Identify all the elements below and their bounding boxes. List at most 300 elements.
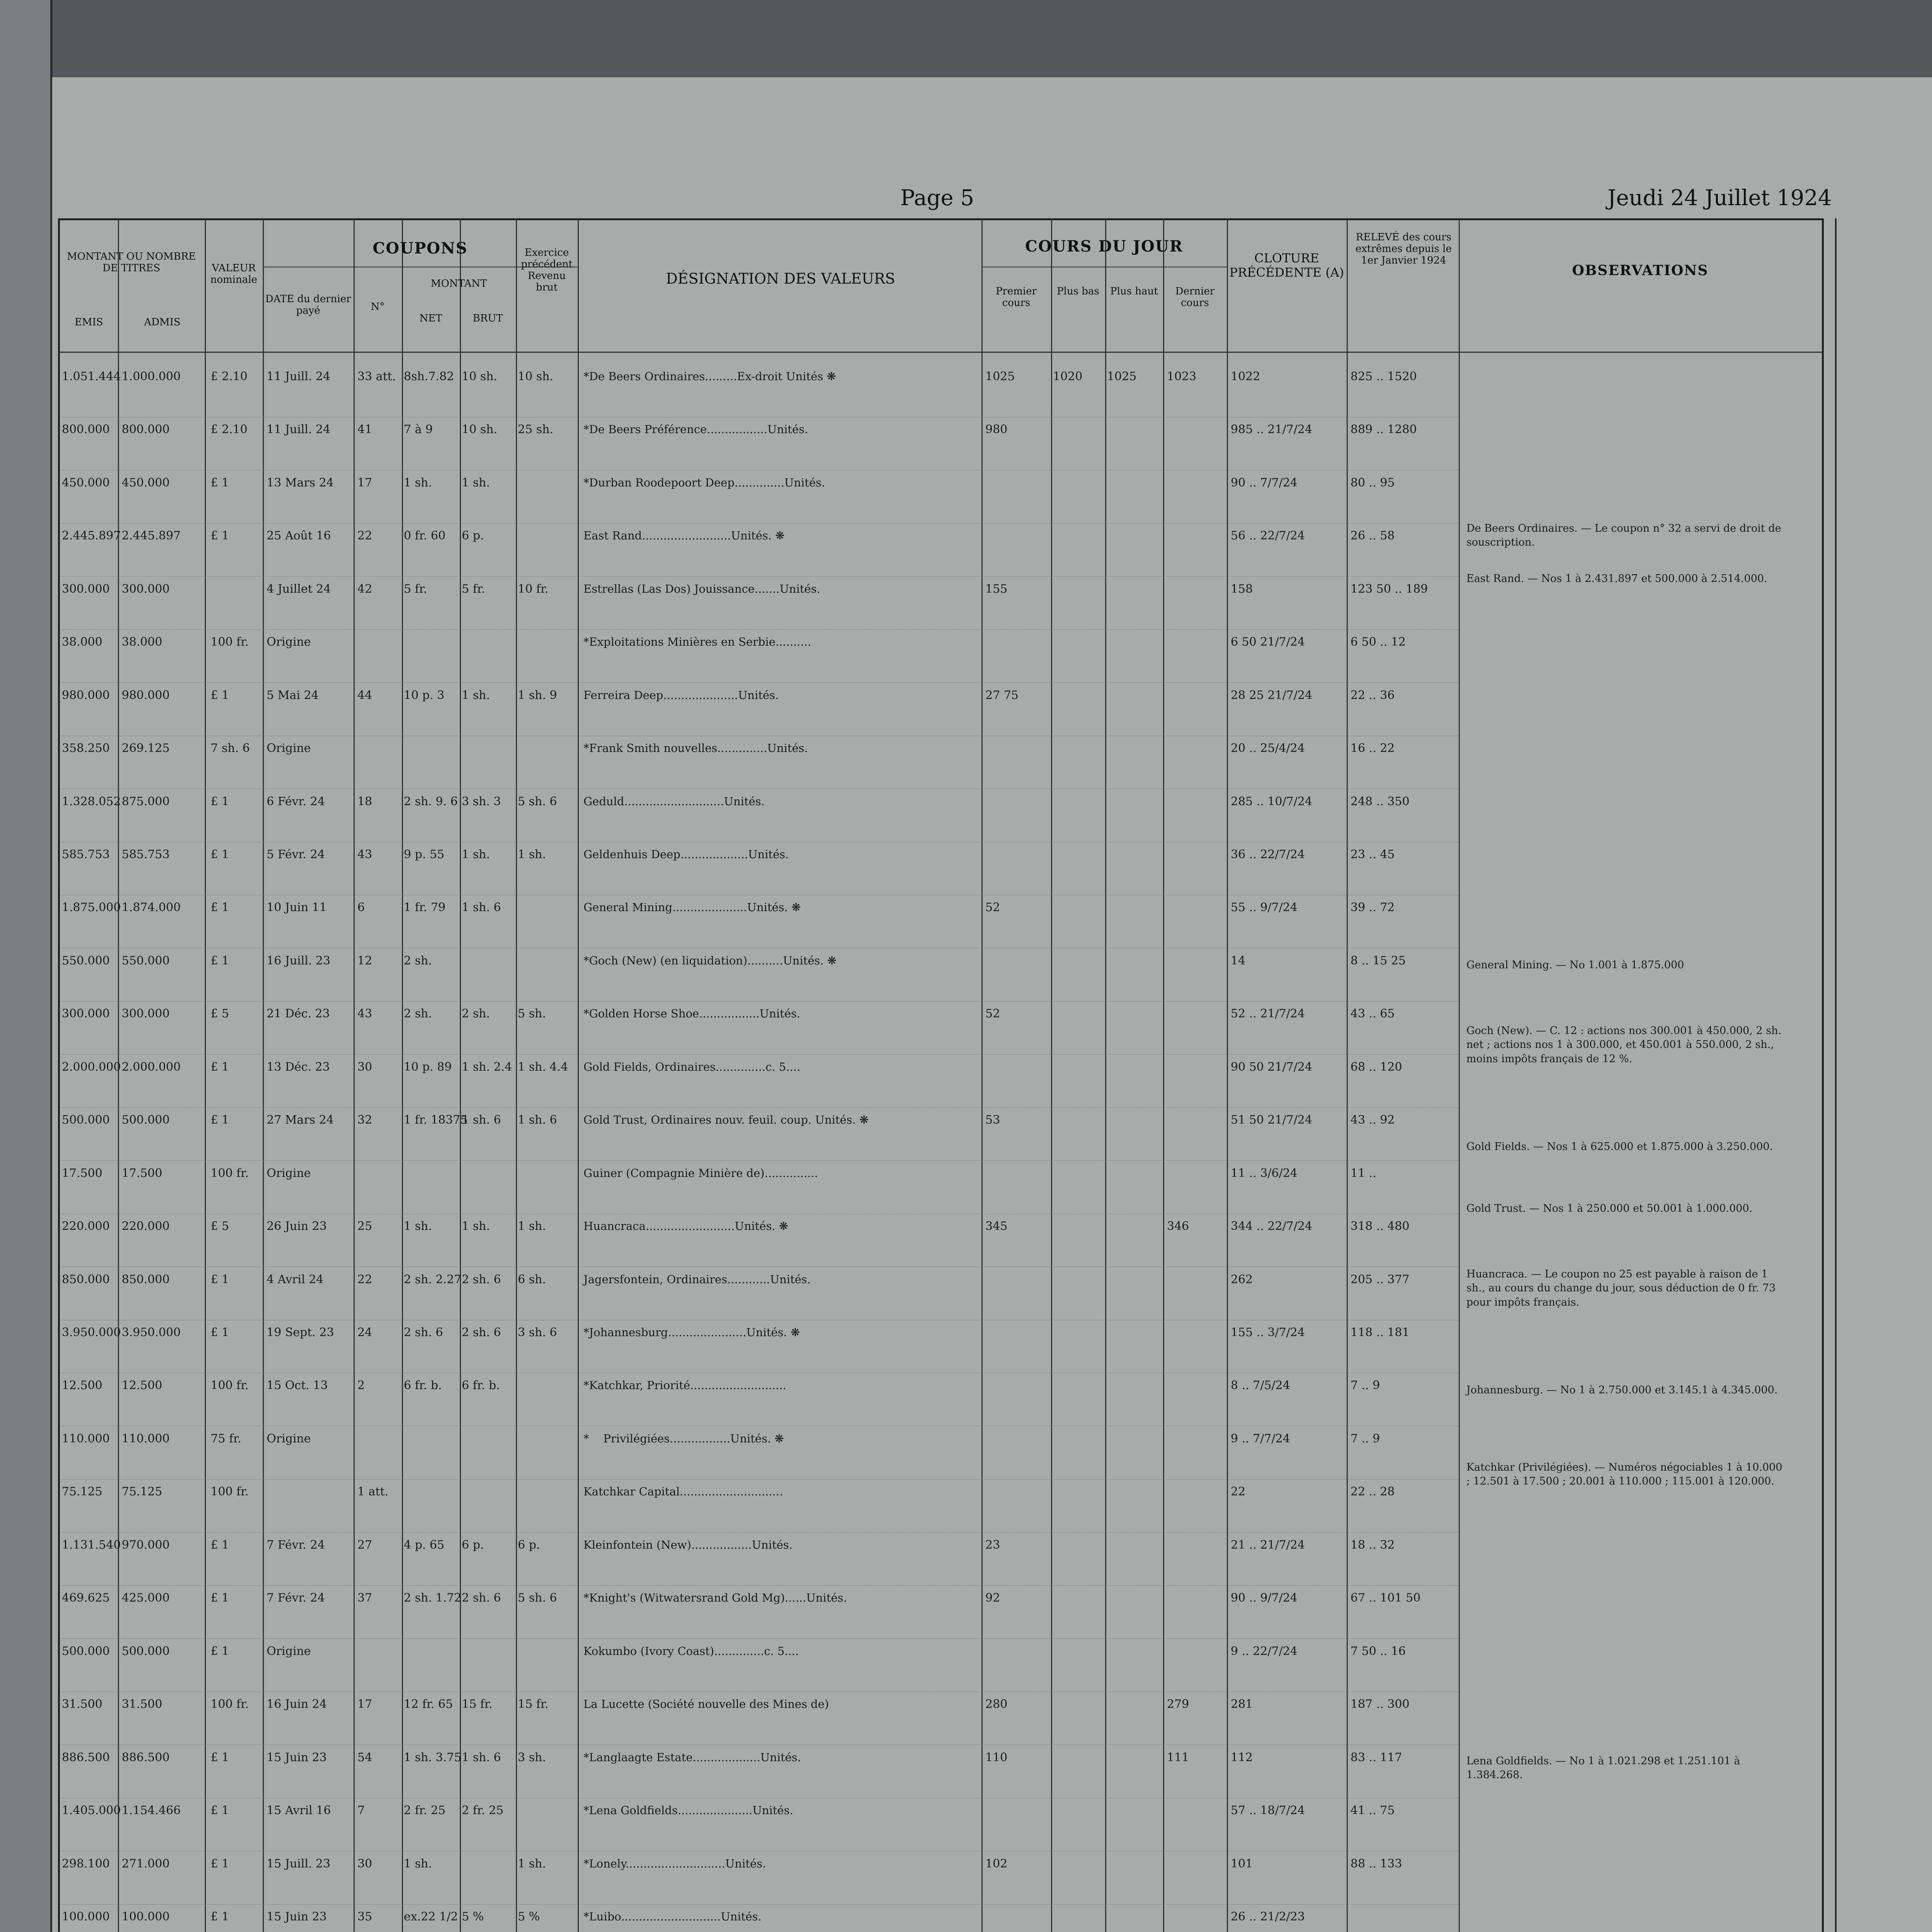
header-numero: N° <box>371 301 385 313</box>
valeur-cell: 100 fr. <box>211 1379 249 1392</box>
premier-cours-cell: 92 <box>985 1591 1000 1605</box>
header-date-dernier: DATE du dernier payé <box>265 293 351 316</box>
releve-cell: 889 .. 1280 <box>1350 423 1417 436</box>
emis-cell: 2.000.000 <box>62 1060 121 1074</box>
cloture-cell: 22 <box>1231 1485 1246 1498</box>
cloture-cell: 20 .. 25/4/24 <box>1231 742 1305 755</box>
emis-cell: 75.125 <box>62 1485 102 1498</box>
admis-cell: 1.154.466 <box>122 1804 181 1817</box>
net-cell: 12 fr. 65 <box>404 1697 453 1711</box>
valeur-cell: 100 fr. <box>211 1167 249 1180</box>
valeur-cell: £ 1 <box>211 1804 229 1817</box>
header-exercice: Exercice précédent Revenu brut <box>521 247 573 293</box>
date-cell: Origine <box>267 742 311 755</box>
net-cell: 1 sh. <box>404 1857 432 1871</box>
cloture-cell: 90 .. 7/7/24 <box>1231 476 1298 490</box>
header-valeur: VALEUR nominale <box>210 262 257 286</box>
brut-cell: 1 sh. 6 <box>462 901 501 914</box>
brut-cell: 3 sh. 3 <box>462 795 501 808</box>
emis-cell: 1.875.000 <box>62 901 121 914</box>
dernier-cours-cell: 346 <box>1167 1219 1189 1233</box>
numero-cell: 30 <box>357 1857 372 1871</box>
releve-cell: 7 .. 9 <box>1350 1432 1380 1446</box>
admis-cell: 300.000 <box>122 1007 170 1020</box>
exercice-cell: 5 sh. <box>518 1007 546 1020</box>
valeur-cell: £ 1 <box>211 795 229 808</box>
designation-cell: *Luibo............................Unités. <box>583 1910 762 1923</box>
valeur-cell: £ 1 <box>211 1273 229 1286</box>
cloture-cell: 36 .. 22/7/24 <box>1231 848 1305 861</box>
emis-cell: 17.500 <box>62 1167 102 1180</box>
emis-cell: 298.100 <box>62 1857 110 1871</box>
date-cell: 15 Juin 23 <box>267 1751 327 1764</box>
designation-cell: East Rand.........................Unités. ❋ <box>583 529 785 542</box>
exercice-cell: 3 sh. <box>518 1751 546 1764</box>
date-cell: Origine <box>267 635 311 649</box>
date-cell: 4 Avril 24 <box>267 1273 324 1286</box>
date-cell: Origine <box>267 1645 311 1658</box>
net-cell: 4 p. 65 <box>404 1538 445 1552</box>
admis-cell: 100.000 <box>122 1910 170 1923</box>
dernier-cours-cell: 111 <box>1167 1751 1189 1764</box>
valeur-cell: £ 1 <box>211 1538 229 1552</box>
admis-cell: 970.000 <box>122 1538 170 1552</box>
cloture-cell: 155 .. 3/7/24 <box>1231 1326 1305 1339</box>
premier-cours-cell: 155 <box>985 582 1008 596</box>
brut-cell: 2 sh. <box>462 1007 490 1020</box>
numero-cell: 43 <box>357 1007 372 1020</box>
admis-cell: 450.000 <box>122 476 170 490</box>
exercice-cell: 3 sh. 6 <box>518 1326 557 1339</box>
date-cell: 19 Sept. 23 <box>267 1326 334 1339</box>
valeur-cell: £ 1 <box>211 1751 229 1764</box>
emis-cell: 585.753 <box>62 848 110 861</box>
row-separator <box>60 1001 1459 1002</box>
exercice-cell: 1 sh. <box>518 1857 546 1871</box>
net-cell: 2 sh. 6 <box>404 1326 443 1339</box>
numero-cell: 7 <box>357 1804 365 1817</box>
emis-cell: 1.328.052 <box>62 795 121 808</box>
brut-cell: 2 sh. 6 <box>462 1591 501 1605</box>
net-cell: 2 sh. 1.72 <box>404 1591 462 1605</box>
exercice-cell: 10 fr. <box>518 582 549 596</box>
designation-cell: *Knight's (Witwatersrand Gold Mg)......Unités. <box>583 1591 847 1604</box>
designation-cell: *De Beers Ordinaires.........Ex-droit Unités ❋ <box>583 370 836 383</box>
designation-cell: *De Beers Préférence.................Unités. <box>583 423 808 436</box>
brut-cell: 2 sh. 6 <box>462 1326 501 1339</box>
releve-cell: 39 .. 72 <box>1350 901 1395 914</box>
releve-cell: 6 50 .. 12 <box>1350 635 1406 649</box>
emis-cell: 100.000 <box>62 1910 110 1923</box>
designation-cell: *Langlaagte Estate...................Unités. <box>583 1751 801 1764</box>
cloture-cell: 51 50 21/7/24 <box>1231 1113 1313 1127</box>
designation-cell: General Mining.....................Unités. ❋ <box>583 901 801 914</box>
cloture-cell: 57 .. 18/7/24 <box>1231 1804 1305 1817</box>
valeur-cell: £ 5 <box>211 1219 229 1233</box>
admis-cell: 850.000 <box>122 1273 170 1286</box>
brut-cell: 1 sh. 6 <box>462 1113 501 1127</box>
observation-note: De Beers Ordinaires. — Le coupon n° 32 a servi de droit de souscription. <box>1466 522 1781 549</box>
admis-cell: 425.000 <box>122 1591 170 1605</box>
emis-cell: 358.250 <box>62 742 110 755</box>
header-brut: BRUT <box>473 313 503 324</box>
cloture-cell: 262 <box>1231 1273 1253 1286</box>
emis-cell: 1.131.540 <box>62 1538 121 1552</box>
brut-cell: 6 p. <box>462 1538 484 1552</box>
cloture-cell: 56 .. 22/7/24 <box>1231 529 1305 543</box>
valeur-cell: 100 fr. <box>211 635 249 649</box>
emis-cell: 469.625 <box>62 1591 110 1605</box>
numero-cell: 25 <box>357 1219 372 1233</box>
releve-cell: 7 .. 9 <box>1350 1379 1380 1392</box>
designation-cell: *Lonely............................Unités. <box>583 1857 766 1870</box>
numero-cell: 33 att. <box>357 370 396 383</box>
numero-cell: 30 <box>357 1060 372 1074</box>
date-cell: Origine <box>267 1432 311 1446</box>
date-cell: 27 Mars 24 <box>267 1113 334 1127</box>
exercice-cell: 5 sh. 6 <box>518 1591 557 1605</box>
quotation-table <box>58 218 1824 1932</box>
brut-cell: 10 sh. <box>462 423 497 436</box>
emis-cell: 110.000 <box>62 1432 110 1446</box>
numero-cell: 43 <box>357 848 372 861</box>
net-cell: 1 sh. 3.75 <box>404 1751 462 1764</box>
net-cell: 10 p. 3 <box>404 689 445 702</box>
brut-cell: 2 fr. 25 <box>462 1804 504 1817</box>
date-cell: 25 Août 16 <box>267 529 331 543</box>
designation-cell: Huancraca.........................Unités. ❋ <box>583 1219 789 1233</box>
date-cell: 15 Avril 16 <box>267 1804 331 1817</box>
plus-bas-cell: 1020 <box>1053 370 1083 383</box>
releve-cell: 22 .. 36 <box>1350 689 1395 702</box>
header-coupons: COUPONS <box>372 239 468 257</box>
releve-cell: 318 .. 480 <box>1350 1219 1410 1233</box>
numero-cell: 42 <box>357 582 372 596</box>
admis-cell: 31.500 <box>122 1697 162 1711</box>
header-observations: OBSERVATIONS <box>1572 262 1709 279</box>
admis-cell: 17.500 <box>122 1167 162 1180</box>
premier-cours-cell: 345 <box>985 1219 1008 1233</box>
numero-cell: 18 <box>357 795 372 808</box>
brut-cell: 5 fr. <box>462 582 485 596</box>
releve-cell: 16 .. 22 <box>1350 742 1395 755</box>
numero-cell: 6 <box>357 901 365 914</box>
date-cell: 7 Févr. 24 <box>267 1591 325 1605</box>
exercice-cell: 1 sh. 9 <box>518 689 557 702</box>
valeur-cell: £ 1 <box>211 848 229 861</box>
premier-cours-cell: 102 <box>985 1857 1008 1871</box>
date-cell: 5 Mai 24 <box>267 689 319 702</box>
releve-cell: 41 .. 75 <box>1350 1804 1395 1817</box>
emis-cell: 886.500 <box>62 1751 110 1764</box>
releve-cell: 43 .. 92 <box>1350 1113 1395 1127</box>
releve-cell: 248 .. 350 <box>1350 795 1410 808</box>
row-separator <box>60 1638 1459 1639</box>
brut-cell: 1 sh. 2.4 <box>462 1060 512 1074</box>
premier-cours-cell: 27 75 <box>985 689 1019 702</box>
releve-cell: 123 50 .. 189 <box>1350 582 1428 596</box>
emis-cell: 31.500 <box>62 1697 102 1711</box>
net-cell: 1 sh. <box>404 476 432 490</box>
exercice-cell: 15 fr. <box>518 1697 549 1711</box>
date-cell: 13 Mars 24 <box>267 476 334 490</box>
valeur-cell: £ 1 <box>211 1857 229 1871</box>
emis-cell: 850.000 <box>62 1273 110 1286</box>
date-cell: 6 Févr. 24 <box>267 795 325 808</box>
designation-cell: Kokumbo (Ivory Coast)..............c. 5.... <box>583 1645 799 1658</box>
row-separator <box>60 523 1459 524</box>
emis-cell: 1.051.444 <box>62 370 121 383</box>
admis-cell: 300.000 <box>122 582 170 596</box>
net-cell: 0 fr. 60 <box>404 529 446 543</box>
brut-cell: 10 sh. <box>462 370 497 383</box>
observation-note: Gold Fields. — Nos 1 à 625.000 et 1.875.000 à 3.250.000. <box>1466 1141 1773 1153</box>
net-cell: 10 p. 89 <box>404 1060 452 1074</box>
header-cloture: CLOTURE PRÉCÉDENTE (A) <box>1229 251 1344 280</box>
observation-note: Johannesburg. — No 1 à 2.750.000 et 3.145.1 à 4.345.000. <box>1466 1384 1778 1396</box>
header-releve: RELEVÉ des cours extrêmes depuis le 1er Janvier 1924 <box>1355 231 1452 266</box>
net-cell: ex.22 1/2 <box>404 1910 458 1923</box>
net-cell: 1 sh. <box>404 1219 432 1233</box>
cloture-cell: 14 <box>1231 954 1246 968</box>
designation-cell: *Johannesburg......................Unités. ❋ <box>583 1326 800 1339</box>
valeur-cell: £ 5 <box>211 1007 229 1020</box>
exercice-cell: 25 sh. <box>518 423 553 436</box>
net-cell: 7 à 9 <box>404 423 433 436</box>
premier-cours-cell: 980 <box>985 423 1008 436</box>
net-cell: 2 sh. <box>404 954 432 968</box>
designation-cell: Kleinfontein (New).................Unités. <box>583 1538 793 1551</box>
emis-cell: 300.000 <box>62 582 110 596</box>
emis-cell: 12.500 <box>62 1379 102 1392</box>
net-cell: 6 fr. b. <box>404 1379 442 1392</box>
admis-cell: 1.000.000 <box>122 370 181 383</box>
date-cell: Origine <box>267 1167 311 1180</box>
emis-cell: 220.000 <box>62 1219 110 1233</box>
admis-cell: 220.000 <box>122 1219 170 1233</box>
net-cell: 1 fr. 79 <box>404 901 446 914</box>
admis-cell: 75.125 <box>122 1485 162 1498</box>
numero-cell: 54 <box>357 1751 372 1764</box>
exercice-cell: 1 sh. 4.4 <box>518 1060 568 1074</box>
admis-cell: 271.000 <box>122 1857 170 1871</box>
valeur-cell: £ 1 <box>211 529 229 543</box>
numero-cell: 1 att. <box>357 1485 389 1498</box>
designation-cell: *Katchkar, Priorité........................... <box>583 1379 786 1392</box>
emis-cell: 38.000 <box>62 635 102 649</box>
releve-cell: 43 .. 65 <box>1350 1007 1395 1020</box>
valeur-cell: £ 1 <box>211 689 229 702</box>
cloture-cell: 11 .. 3/6/24 <box>1231 1167 1298 1180</box>
emis-cell: 500.000 <box>62 1113 110 1127</box>
observation-note: Goch (New). — C. 12 : actions nos 300.001 à 450.000, 2 sh. net ; actions nos 1 à 300.000, et 450.001 à 550.000, 2 sh., moins impôts français de 12 %. <box>1466 1025 1782 1065</box>
header-cours-du-jour: COURS DU JOUR <box>1025 237 1183 255</box>
admis-cell: 550.000 <box>122 954 170 968</box>
cloture-cell: 26 .. 21/2/23 <box>1231 1910 1305 1923</box>
designation-cell: * Privilégiées.................Unités. ❋ <box>583 1432 784 1445</box>
premier-cours-cell: 52 <box>985 901 1000 914</box>
admis-cell: 875.000 <box>122 795 170 808</box>
numero-cell: 12 <box>357 954 372 968</box>
observation-note: Huancraca. — Le coupon no 25 est payable à raison de 1 sh., au cours du change du jour, sous déduction de 0 fr. 73 pour impôts français. <box>1466 1268 1776 1308</box>
observation-note: Lena Goldfields. — No 1 à 1.021.298 et 1.251.101 à 1.384.268. <box>1466 1755 1740 1781</box>
date-cell: 4 Juillet 24 <box>267 582 331 596</box>
row-separator <box>60 576 1459 577</box>
brut-cell: 1 sh. <box>462 476 490 490</box>
designation-cell: Jagersfontein, Ordinaires............Unités. <box>583 1273 811 1286</box>
cloture-cell: 8 .. 7/5/24 <box>1231 1379 1290 1392</box>
designation-cell: *Durban Roodepoort Deep..............Unités. <box>583 476 825 489</box>
net-cell: 8sh.7.82 <box>404 370 454 383</box>
premier-cours-cell: 53 <box>985 1113 1000 1127</box>
row-separator <box>60 1107 1459 1108</box>
numero-cell: 17 <box>357 476 372 490</box>
brut-cell: 1 sh. 6 <box>462 1751 501 1764</box>
date-cell: 5 Févr. 24 <box>267 848 325 861</box>
net-cell: 9 p. 55 <box>404 848 445 861</box>
releve-cell: 22 .. 28 <box>1350 1485 1395 1498</box>
emis-cell: 500.000 <box>62 1645 110 1658</box>
net-cell: 2 sh. <box>404 1007 432 1020</box>
cloture-cell: 1022 <box>1231 370 1260 383</box>
header-emis: EMIS <box>75 316 103 328</box>
numero-cell: 32 <box>357 1113 372 1127</box>
designation-cell: *Golden Horse Shoe.................Unités. <box>583 1007 801 1020</box>
admis-cell: 2.445.897 <box>122 529 181 543</box>
numero-cell: 35 <box>357 1910 372 1923</box>
designation-cell: Katchkar Capital............................. <box>583 1485 783 1498</box>
exercice-cell: 1 sh. <box>518 1219 546 1233</box>
date-cell: 16 Juin 24 <box>267 1697 327 1711</box>
numero-cell: 37 <box>357 1591 372 1605</box>
brut-cell: 15 fr. <box>462 1697 493 1711</box>
designation-cell: Geduld............................Unités. <box>583 795 765 808</box>
cloture-cell: 985 .. 21/7/24 <box>1231 423 1313 436</box>
exercice-cell: 1 sh. 6 <box>518 1113 557 1127</box>
dernier-cours-cell: 279 <box>1167 1697 1189 1711</box>
emis-cell: 2.445.897 <box>62 529 121 543</box>
header-designation: DÉSIGNATION DES VALEURS <box>666 270 895 287</box>
brut-cell: 1 sh. <box>462 1219 490 1233</box>
date-cell: 7 Févr. 24 <box>267 1538 325 1552</box>
designation-cell: Geldenhuis Deep...................Unités. <box>583 848 789 861</box>
net-cell: 1 fr. 18375 <box>404 1113 468 1127</box>
dernier-cours-cell: 1023 <box>1167 370 1197 383</box>
designation-cell: *Exploitations Minières en Serbie.......... <box>583 635 811 648</box>
row-separator <box>60 1585 1459 1586</box>
exercice-cell: 6 sh. <box>518 1273 546 1286</box>
exercice-cell: 10 sh. <box>518 370 553 383</box>
header-premier: Premier cours <box>995 286 1037 309</box>
header-plus-haut: Plus haut <box>1110 286 1158 297</box>
brut-cell: 1 sh. <box>462 689 490 702</box>
cloture-cell: 101 <box>1231 1857 1253 1871</box>
cloture-cell: 90 .. 9/7/24 <box>1231 1591 1298 1605</box>
admis-cell: 110.000 <box>122 1432 170 1446</box>
cloture-cell: 55 .. 9/7/24 <box>1231 901 1298 914</box>
premier-cours-cell: 1025 <box>985 370 1015 383</box>
date-cell: 10 Juin 11 <box>267 901 327 914</box>
observation-note: Katchkar (Privilégiées). — Numéros négociables 1 à 10.000 ; 12.501 à 17.500 ; 20.001 à 110.000 ; 115.001 à 120.000. <box>1466 1461 1782 1488</box>
cloture-cell: 285 .. 10/7/24 <box>1231 795 1313 808</box>
date-cell: 16 Juill. 23 <box>267 954 331 968</box>
releve-cell: 205 .. 377 <box>1350 1273 1410 1286</box>
designation-cell: Gold Fields, Ordinaires..............c. 5.... <box>583 1060 801 1073</box>
cloture-cell: 6 50 21/7/24 <box>1231 635 1305 649</box>
header-dernier: Dernier cours <box>1175 286 1215 309</box>
row-separator <box>60 1479 1459 1480</box>
releve-cell: 23 .. 45 <box>1350 848 1395 861</box>
page-number: Page 5 <box>900 185 974 211</box>
cloture-cell: 158 <box>1231 582 1253 596</box>
releve-cell: 88 .. 133 <box>1350 1857 1402 1871</box>
releve-cell: 68 .. 120 <box>1350 1060 1402 1074</box>
header-admis: ADMIS <box>144 316 181 328</box>
row-separator <box>60 1160 1459 1161</box>
header-montant: MONTANT OU NOMBRE DE TITRES <box>67 251 196 274</box>
admis-cell: 500.000 <box>122 1113 170 1127</box>
date-cell: 15 Juin 23 <box>267 1910 327 1923</box>
admis-cell: 585.753 <box>122 848 170 861</box>
observation-note: Gold Trust. — Nos 1 à 250.000 et 50.001 à 1.000.000. <box>1466 1202 1753 1214</box>
cloture-cell: 281 <box>1231 1697 1253 1711</box>
numero-cell: 44 <box>357 689 372 702</box>
emis-cell: 1.405.000 <box>62 1804 121 1817</box>
designation-cell: Ferreira Deep.....................Unités. <box>583 689 779 702</box>
row-separator <box>60 1904 1459 1905</box>
net-cell: 2 sh. 2.27 <box>404 1273 462 1286</box>
net-cell: 2 fr. 25 <box>404 1804 446 1817</box>
admis-cell: 500.000 <box>122 1645 170 1658</box>
exercice-cell: 5 % <box>518 1910 540 1923</box>
emis-cell: 980.000 <box>62 689 110 702</box>
brut-cell: 1 sh. <box>462 848 490 861</box>
releve-cell: 67 .. 101 50 <box>1350 1591 1421 1605</box>
exercice-cell: 1 sh. <box>518 848 546 861</box>
releve-cell: 11 .. <box>1350 1167 1380 1180</box>
valeur-cell: £ 1 <box>211 1326 229 1339</box>
admis-cell: 38.000 <box>122 635 162 649</box>
exercice-cell: 6 p. <box>518 1538 540 1552</box>
header-plus-bas: Plus bas <box>1057 286 1099 297</box>
cloture-cell: 90 50 21/7/24 <box>1231 1060 1313 1074</box>
numero-cell: 41 <box>357 423 372 436</box>
observation-note: East Rand. — Nos 1 à 2.431.897 et 500.000 à 2.514.000. <box>1466 573 1767 585</box>
brut-cell: 6 p. <box>462 529 484 543</box>
premier-cours-cell: 110 <box>985 1751 1008 1764</box>
header-montant-coupon: MONTANT <box>430 278 487 289</box>
admis-cell: 3.950.000 <box>122 1326 181 1339</box>
numero-cell: 2 <box>357 1379 365 1392</box>
designation-cell: Guiner (Compagnie Minière de)............... <box>583 1167 818 1180</box>
designation-cell: *Lena Goldfields.....................Unités. <box>583 1804 793 1817</box>
date-cell: 21 Déc. 23 <box>267 1007 330 1020</box>
valeur-cell: £ 1 <box>211 954 229 968</box>
emis-cell: 800.000 <box>62 423 110 436</box>
designation-cell: La Lucette (Société nouvelle des Mines de) <box>583 1697 829 1711</box>
numero-cell: 22 <box>357 1273 372 1286</box>
releve-cell: 825 .. 1520 <box>1350 370 1417 383</box>
cloture-cell: 52 .. 21/7/24 <box>1231 1007 1305 1020</box>
valeur-cell: £ 1 <box>211 1591 229 1605</box>
valeur-cell: 7 sh. 6 <box>211 742 250 755</box>
releve-cell: 18 .. 32 <box>1350 1538 1395 1552</box>
releve-cell: 8 .. 15 25 <box>1350 954 1406 968</box>
numero-cell: 22 <box>357 529 372 543</box>
admis-cell: 1.874.000 <box>122 901 181 914</box>
designation-cell: Estrellas (Las Dos) Jouissance.......Unités. <box>583 582 820 595</box>
numero-cell: 24 <box>357 1326 372 1339</box>
